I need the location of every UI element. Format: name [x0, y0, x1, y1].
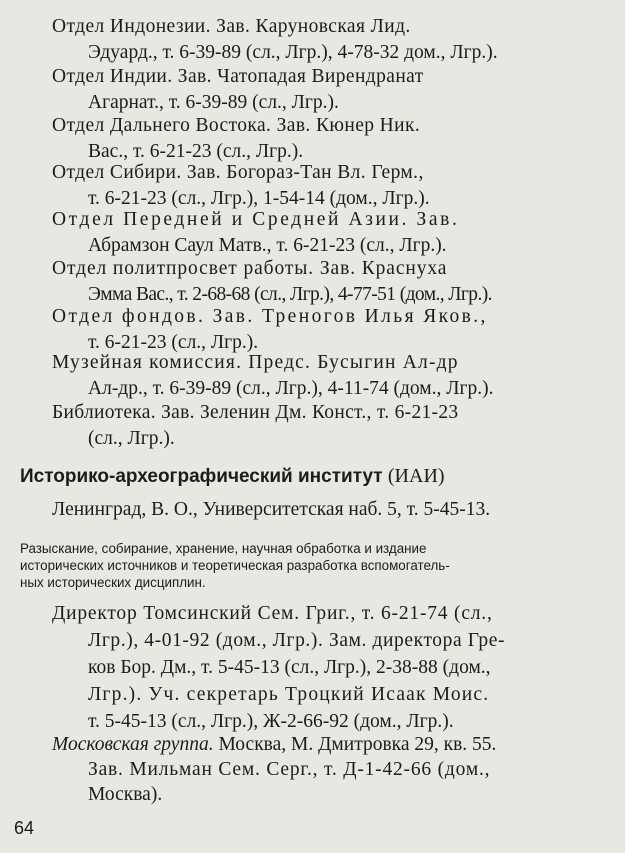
staff-line: Лгр.), 4-01-92 (дом., Лгр.). Зам. директора Гре-	[88, 630, 506, 651]
moscow-group	[52, 732, 617, 807]
staff-line: ков Бор. Дм., т. 5-45-13 (сл., Лгр.), 2-38-88 (дом.,	[88, 657, 491, 678]
entry-title: Отдел Дальнего Востока. Зав. Кюнер Ник.	[52, 115, 421, 136]
entry-details: Эмма Вас., т. 2-68-68 (сл., Лгр.), 4-77-51 (дом., Лгр.).	[88, 284, 492, 305]
entry-title: Отдел Сибири. Зав. Богораз-Тан Вл. Герм.,	[52, 162, 424, 183]
entry-far-east	[52, 113, 612, 165]
staff-line: т. 5-45-13 (сл., Лгр.), Ж-2-66-92 (дом., Лгр.).	[88, 711, 454, 732]
institute-staff	[52, 600, 617, 735]
moscow-group-line	[52, 732, 617, 757]
entry-details: Вас., т. 6-21-23 (сл., Лгр.).	[88, 141, 304, 162]
entry-details: Агарнат., т. 6-39-89 (сл., Лгр.).	[88, 92, 339, 113]
entry-asia	[52, 207, 612, 259]
description-line: ных исторических дисциплин.	[20, 575, 206, 590]
entry-title: Библиотека. Зав. Зеленин Дм. Конст., т. 6-21-23	[52, 402, 459, 423]
entry-museum-commission	[52, 350, 612, 402]
entry-details: т. 6-21-23 (сл., Лгр.).	[88, 332, 259, 353]
description-line: Разыскание, собирание, хранение, научная обработка и издание	[20, 541, 427, 556]
entry-library	[52, 400, 612, 452]
institute-address: Ленинград, В. О., Университетская наб. 5, т. 5-45-13.	[52, 499, 491, 520]
section-heading	[20, 465, 445, 488]
entry-details: Абрамзон Саул Матв., т. 6-21-23 (сл., Лгр.).	[88, 235, 447, 256]
entry-india	[52, 64, 612, 116]
institute-abbreviation: (ИАИ)	[387, 465, 445, 487]
institute-name: Историко-археографический институт	[20, 466, 383, 487]
entry-title: Отдел Передней и Средней Азии. Зав.	[52, 209, 460, 230]
page-number: 64	[14, 818, 35, 838]
entry-politprosvet	[52, 256, 612, 308]
description-line: исторических источников и теоретическая разработка вспомогатель-	[20, 558, 450, 573]
entry-indonesia	[52, 14, 612, 66]
staff-line: Лгр.). Уч. секретарь Троцкий Исаак Моис.	[88, 684, 490, 705]
moscow-group-city: Москва).	[88, 784, 163, 805]
entry-siberia	[52, 160, 612, 212]
entry-details: Ал-др., т. 6-39-89 (сл., Лгр.), 4-11-74 (дом., Лгр.).	[88, 378, 494, 399]
moscow-group-address: Москва, М. Дмитровка 29, кв. 55.	[213, 734, 497, 755]
moscow-group-head: Зав. Мильман Сем. Серг., т. Д-1-42-66 (дом.,	[88, 759, 491, 780]
entry-title: Отдел политпросвет работы. Зав. Краснуха	[52, 258, 448, 279]
entry-title: Музейная комиссия. Предс. Бусыгин Ал-др	[52, 352, 459, 373]
entry-title: Отдел фондов. Зав. Треногов Илья Яков.,	[52, 306, 488, 327]
entry-details: (сл., Лгр.).	[88, 428, 175, 449]
entry-title: Отдел Индии. Зав. Чатопадая Вирендранат	[52, 66, 424, 87]
entry-details: Эдуард., т. 6-39-89 (сл., Лгр.), 4-78-32 дом., Лгр.).	[88, 42, 498, 63]
staff-line: Директор Томсинский Сем. Григ., т. 6-21-74 (сл.,	[52, 603, 493, 624]
entry-funds	[52, 304, 612, 356]
moscow-group-label: Московская группа.	[52, 734, 214, 755]
entry-title: Отдел Индонезии. Зав. Каруновская Лид.	[52, 16, 411, 37]
entry-details: т. 6-21-23 (сл., Лгр.), 1-54-14 (дом., Лгр.).	[88, 188, 430, 209]
institute-description	[20, 540, 610, 591]
